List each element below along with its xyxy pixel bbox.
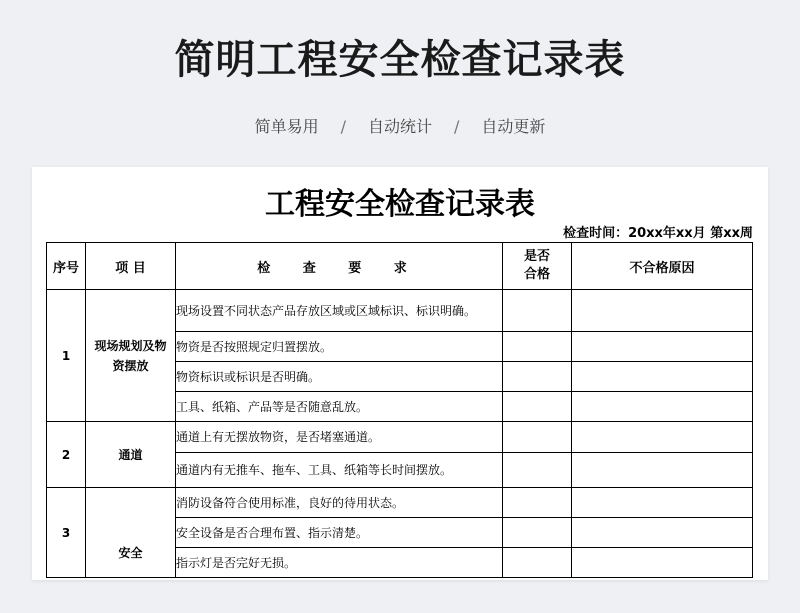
subtitle-separator: / <box>454 117 460 136</box>
reason-cell[interactable] <box>572 518 753 548</box>
requirement-cell: 安全设备是否合理布置、指示清楚。 <box>176 518 503 548</box>
sheet-title: 工程安全检查记录表 <box>265 187 535 222</box>
pass-cell[interactable] <box>503 453 572 488</box>
inspection-table <box>46 242 753 578</box>
requirement-cell: 现场设置不同状态产品存放区域或区域标识、标识明确。 <box>176 290 503 332</box>
subtitle-item-easy: 简单易用 <box>254 117 319 136</box>
table-row <box>47 290 753 332</box>
group-item: 安全 <box>86 488 176 578</box>
column-header-requirement: 检 查 要 求 <box>176 243 503 290</box>
pass-cell[interactable] <box>503 488 572 518</box>
group-seq: 2 <box>47 422 86 488</box>
pass-cell[interactable] <box>503 392 572 422</box>
reason-cell[interactable] <box>572 453 753 488</box>
requirement-cell: 物资是否按照规定归置摆放。 <box>176 332 503 362</box>
reason-cell[interactable] <box>572 488 753 518</box>
subtitle-item-stats: 自动统计 <box>367 117 432 136</box>
group-seq: 1 <box>47 290 86 422</box>
group-item: 现场规划及物资摆放 <box>86 290 176 422</box>
reason-cell[interactable] <box>572 548 753 578</box>
requirement-cell: 指示灯是否完好无损。 <box>176 548 503 578</box>
requirement-cell: 工具、纸箱、产品等是否随意乱放。 <box>176 392 503 422</box>
subtitle-separator: / <box>340 117 346 136</box>
pass-cell[interactable] <box>503 548 572 578</box>
requirement-cell: 通道内有无推车、拖车、工具、纸箱等长时间摆放。 <box>176 453 503 488</box>
column-header-reason: 不合格原因 <box>572 243 753 290</box>
subtitle-item-update: 自动更新 <box>481 117 546 136</box>
column-header-pass: 是否合格 <box>503 243 572 290</box>
column-header-seq: 序号 <box>47 243 86 290</box>
table-row <box>47 422 753 453</box>
reason-cell[interactable] <box>572 332 753 362</box>
reason-cell[interactable] <box>572 422 753 453</box>
pass-cell[interactable] <box>503 518 572 548</box>
reason-cell[interactable] <box>572 362 753 392</box>
group-item: 通道 <box>86 422 176 488</box>
group-seq: 3 <box>47 488 86 578</box>
requirement-cell: 消防设备符合使用标准，良好的待用状态。 <box>176 488 503 518</box>
pass-cell[interactable] <box>503 332 572 362</box>
reason-cell[interactable] <box>572 290 753 332</box>
column-header-item: 项 目 <box>86 243 176 290</box>
subtitle <box>0 114 800 137</box>
requirement-cell: 通道上有无摆放物资，是否堵塞通道。 <box>176 422 503 453</box>
check-time: 检查时间：20xx年xx月 第xx周 <box>563 226 753 241</box>
requirement-cell: 物资标识或标识是否明确。 <box>176 362 503 392</box>
table-header-row <box>47 243 753 290</box>
pass-cell[interactable] <box>503 290 572 332</box>
page-title: 简明工程安全检查记录表 <box>174 37 626 83</box>
pass-cell[interactable] <box>503 422 572 453</box>
table-row <box>47 488 753 518</box>
spreadsheet-preview <box>32 167 768 580</box>
pass-cell[interactable] <box>503 362 572 392</box>
reason-cell[interactable] <box>572 392 753 422</box>
